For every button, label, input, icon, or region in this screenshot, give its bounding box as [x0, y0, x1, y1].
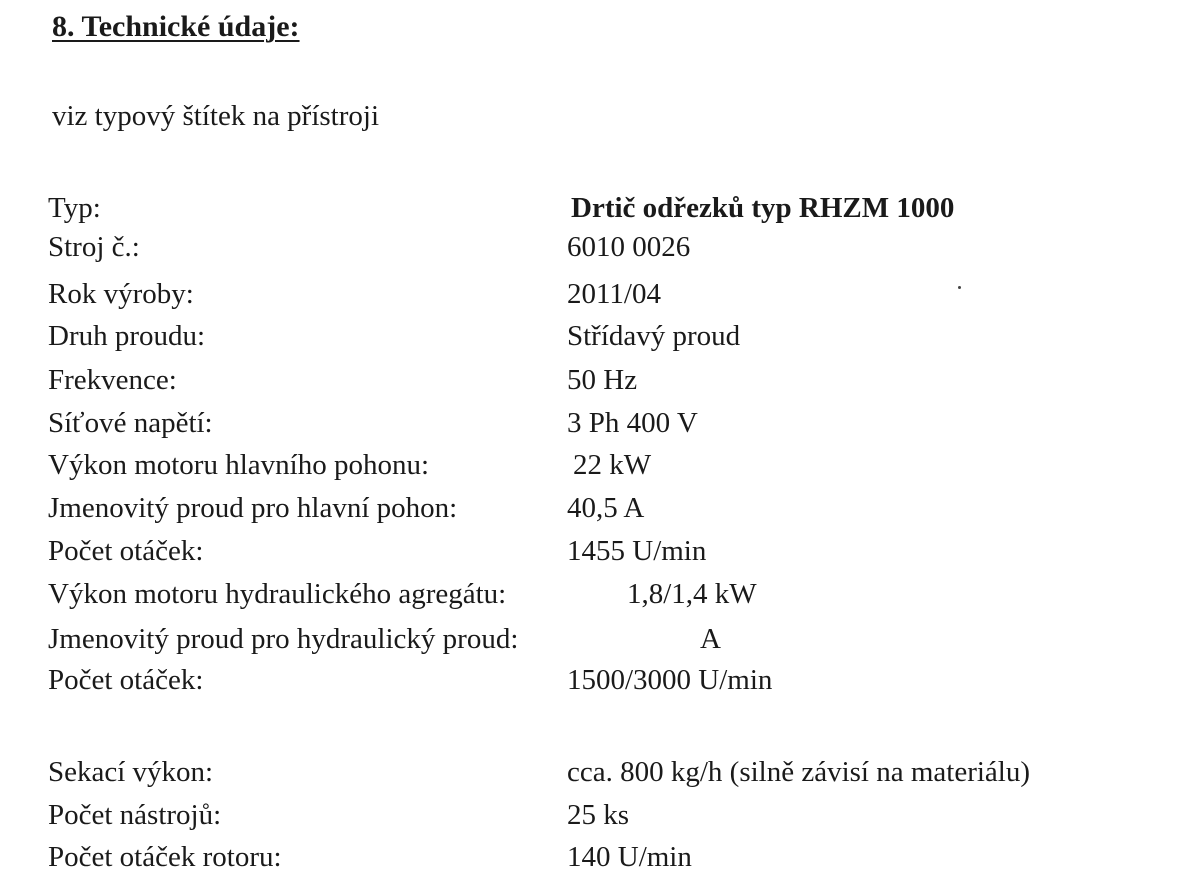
spec-label: Typ:	[48, 192, 101, 224]
spec-value: 2011/04	[567, 278, 661, 310]
spec-value: 140 U/min	[567, 841, 692, 873]
spec-label: Výkon motoru hlavního pohonu:	[48, 449, 430, 481]
section-heading: 8. Technické údaje:	[52, 10, 300, 43]
spec-row-main-motor-power	[0, 445, 1181, 485]
spec-label: Stroj č.:	[48, 231, 140, 263]
spec-value: 50 Hz	[567, 364, 638, 396]
spec-label: Jmenovitý proud pro hydraulický proud:	[48, 623, 519, 655]
spec-value: Drtič odřezků typ RHZM 1000	[571, 192, 955, 224]
spec-label: Počet otáček:	[48, 535, 204, 567]
spec-value: A	[700, 623, 721, 655]
spec-label: Sekací výkon:	[48, 756, 214, 788]
scan-speck	[958, 286, 961, 289]
spec-value: 6010 0026	[567, 231, 691, 263]
spec-label: Frekvence:	[48, 364, 177, 396]
spec-label: Počet otáček rotoru:	[48, 841, 282, 873]
spec-value: 1455 U/min	[567, 535, 707, 567]
spec-row-tool-count	[0, 795, 1181, 835]
spec-row-year	[0, 274, 1181, 314]
spec-label: Výkon motoru hydraulického agregátu:	[48, 578, 507, 610]
spec-row-frequency	[0, 360, 1181, 400]
spec-row-cutting-output	[0, 752, 1181, 792]
spec-row-hydraulic-rpm	[0, 660, 1181, 700]
spec-value: 25 ks	[567, 799, 630, 831]
intro-text: viz typový štítek na přístroji	[52, 100, 380, 132]
spec-row-main-rated-current	[0, 488, 1181, 528]
spec-label: Počet nástrojů:	[48, 799, 222, 831]
spec-row-machine-number	[0, 227, 1181, 267]
spec-value: 3 Ph 400 V	[567, 407, 698, 439]
spec-row-current-type	[0, 316, 1181, 356]
spec-label: Druh proudu:	[48, 320, 206, 352]
spec-label: Síťové napětí:	[48, 407, 213, 439]
spec-row-hydraulic-motor-power	[0, 574, 1181, 614]
spec-value: 1500/3000 U/min	[567, 664, 773, 696]
spec-row-rotor-rpm	[0, 837, 1181, 877]
spec-label: Počet otáček:	[48, 664, 204, 696]
spec-row-hydraulic-rated-current	[0, 619, 1181, 659]
spec-value: 1,8/1,4 kW	[627, 578, 757, 610]
spec-value: cca. 800 kg/h (silně závisí na materiálu)	[567, 756, 1031, 788]
spec-label: Rok výroby:	[48, 278, 194, 310]
spec-row-main-rpm	[0, 531, 1181, 571]
spec-label: Jmenovitý proud pro hlavní pohon:	[48, 492, 458, 524]
spec-value: Střídavý proud	[567, 320, 741, 352]
spec-value: 40,5 A	[567, 492, 645, 524]
spec-row-voltage	[0, 403, 1181, 443]
spec-row-type	[0, 188, 1181, 228]
spec-value: 22 kW	[573, 449, 652, 481]
